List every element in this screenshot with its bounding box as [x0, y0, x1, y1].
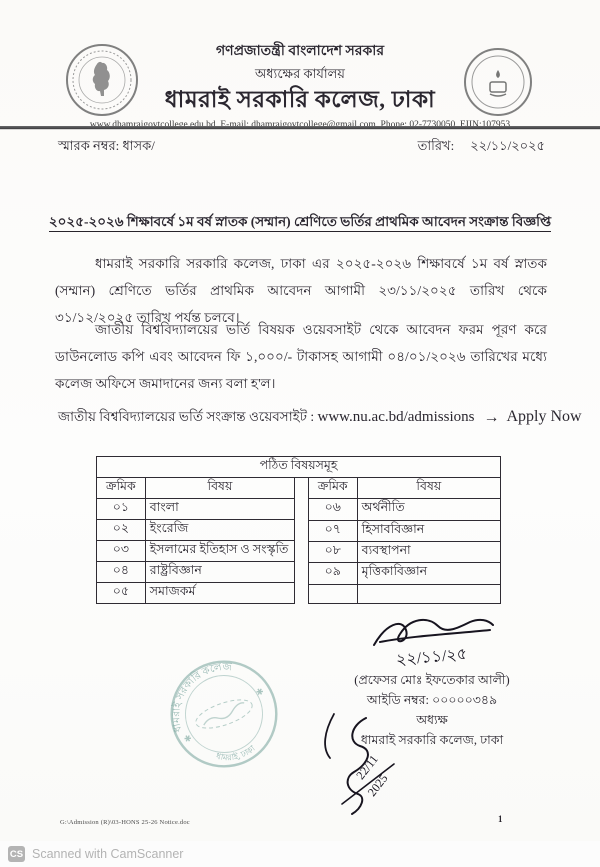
table-header-row [97, 478, 295, 499]
table-row [97, 520, 295, 541]
serial-cell: ০২ [97, 520, 146, 541]
subject-cell: ইংরেজি [145, 520, 294, 541]
notice-paragraph-2: জাতীয় বিশ্ববিদ্যালয়ের ভর্তি বিষয়ক ওয়েবসাইট থেকে আবেদন ফরম পূরণ করে ডাউনলোড কপি এবং আবেদন ফি ১,০০০/- টাকাসহ আগামী ০৪/০১/২০২৬ তারিখের মধ্যে কলেজ অফিসে জমাদানের জন্য বলা হ'ল। [55, 322, 547, 391]
subjects-table [96, 456, 501, 604]
subject-cell: ইসলামের ইতিহাস ও সংস্কৃতি [145, 541, 294, 562]
table-row [97, 562, 295, 583]
office-line: অধ্যক্ষের কার্যালয় [255, 66, 345, 82]
stamp-arc-bottom-text: ধামরাই, ঢাকা [215, 743, 257, 763]
memo-row [58, 137, 545, 158]
government-line: গণপ্রজাতন্ত্রী বাংলাদেশ সরকার [215, 44, 385, 59]
subject-cell: মৃত্তিকাবিজ্ঞান [357, 563, 500, 584]
principal-id: আইডি নম্বর: ০০০০০৩৪৯ [366, 693, 498, 708]
principal-designation: অধ্যক্ষ [416, 713, 448, 728]
subject-cell: হিসাববিজ্ঞান [357, 520, 500, 541]
col-subject: বিষয় [357, 478, 500, 499]
stamp-arc-top-text: ধামরাই সরকারি কলেজ [171, 661, 232, 734]
table-row [308, 563, 500, 584]
camscanner-icon: CS [8, 846, 25, 862]
stamp-star-right: ✱ [254, 685, 266, 699]
date-value: ২২/১১/২০২৫ [470, 138, 545, 153]
arrow-icon: → [483, 409, 500, 426]
serial-cell: ০১ [97, 499, 146, 520]
table-row [97, 583, 295, 604]
table-row [97, 499, 295, 520]
table-header-row [308, 478, 500, 499]
header-divider [0, 126, 600, 129]
apply-now-text: Apply Now [506, 408, 582, 425]
table-row [308, 584, 500, 603]
table-row [308, 499, 500, 520]
website-label: জাতীয় বিশ্ববিদ্যালয়ের ভর্তি সংক্রান্ত ওয়েবসাইট : [58, 409, 315, 424]
serial-cell: ০৫ [97, 583, 146, 604]
subject-cell [357, 584, 500, 603]
table-gap [295, 477, 308, 604]
forwarding-signature [308, 712, 428, 832]
principal-college: ধামরাই সরকারি কলেজ, ঢাকা [360, 733, 504, 748]
subject-cell: সমাজকর্ম [145, 583, 294, 604]
serial-cell [308, 584, 357, 603]
letterhead [0, 44, 600, 131]
notice-paragraph-1: ধামরাই সরকারি সরকারি কলেজ, ঢাকা এর ২০২৫-২০২৬ শিক্ষাবর্ষে ১ম বর্ষ স্নাতক (সম্মান) শ্রেণিতে ভর্তির প্রাথমিক আবেদন আগামী ২৩/১১/২০২৫ তারিখ থেকে ৩১/১২/২০২৫ তারিখ পর্যন্ত চলবে। [55, 256, 547, 325]
memo-date [418, 137, 545, 158]
serial-cell: ০৩ [97, 541, 146, 562]
col-subject: বিষয় [145, 478, 294, 499]
page-number: 1 [498, 814, 503, 824]
col-serial: ক্রমিক [97, 478, 146, 499]
subjects-table-right [308, 477, 501, 604]
serial-cell: ০৪ [97, 562, 146, 583]
notice-title-row [0, 211, 600, 234]
svg-text:ধামরাই, ঢাকা [212, 733, 258, 773]
table-row [308, 541, 500, 562]
serial-cell: ০৭ [308, 520, 357, 541]
document-file-path: G:\Admission (R)\03-HONS 25-26 Notice.doc [60, 819, 190, 826]
camscanner-bar [0, 841, 600, 867]
subject-cell: ব্যবস্থাপনা [357, 541, 500, 562]
website-url: www.nu.ac.bd/admissions [317, 409, 475, 425]
subject-cell: বাংলা [145, 499, 294, 520]
subject-cell: অর্থনীতি [357, 499, 500, 520]
college-name: ধামরাই সরকারি কলেজ, ঢাকা [164, 87, 436, 113]
date-label: তারিখ: [417, 138, 455, 153]
memo-number: স্মারক নম্বর: ধাসক/ [58, 138, 155, 153]
stamp-star-left: ✱ [182, 732, 194, 745]
table-row [97, 541, 295, 562]
col-serial: ক্রমিক [308, 478, 357, 499]
notice-title: ২০২৫-২০২৬ শিক্ষাবর্ষে ১ম বর্ষ স্নাতক (সম্মান) শ্রেণিতে ভর্তির প্রাথমিক আবেদন সংক্রান্ত বিজ্ঞপ্তি [49, 214, 551, 232]
principal-name: (প্রফেসর মোঃ ইফতেকার আলী) [354, 673, 510, 688]
college-stamp-seal [122, 612, 327, 817]
subjects-table-title: পঠিত বিষয়সমূহ [96, 456, 501, 478]
website-line [58, 406, 582, 429]
subject-cell: রাষ্ট্রবিজ্ঞান [145, 562, 294, 583]
signature-hand-date: ২২/১১/২৫ [395, 645, 469, 670]
serial-cell: ০৮ [308, 541, 357, 562]
table-row [308, 520, 500, 541]
forwarding-date-year: 2025 [364, 771, 391, 799]
camscanner-label: Scanned with CamScanner [32, 847, 184, 861]
serial-cell: ০৯ [308, 563, 357, 584]
serial-cell: ০৬ [308, 499, 357, 520]
subjects-table-left [96, 477, 295, 604]
forwarding-date-day: 22/11 [353, 752, 381, 783]
